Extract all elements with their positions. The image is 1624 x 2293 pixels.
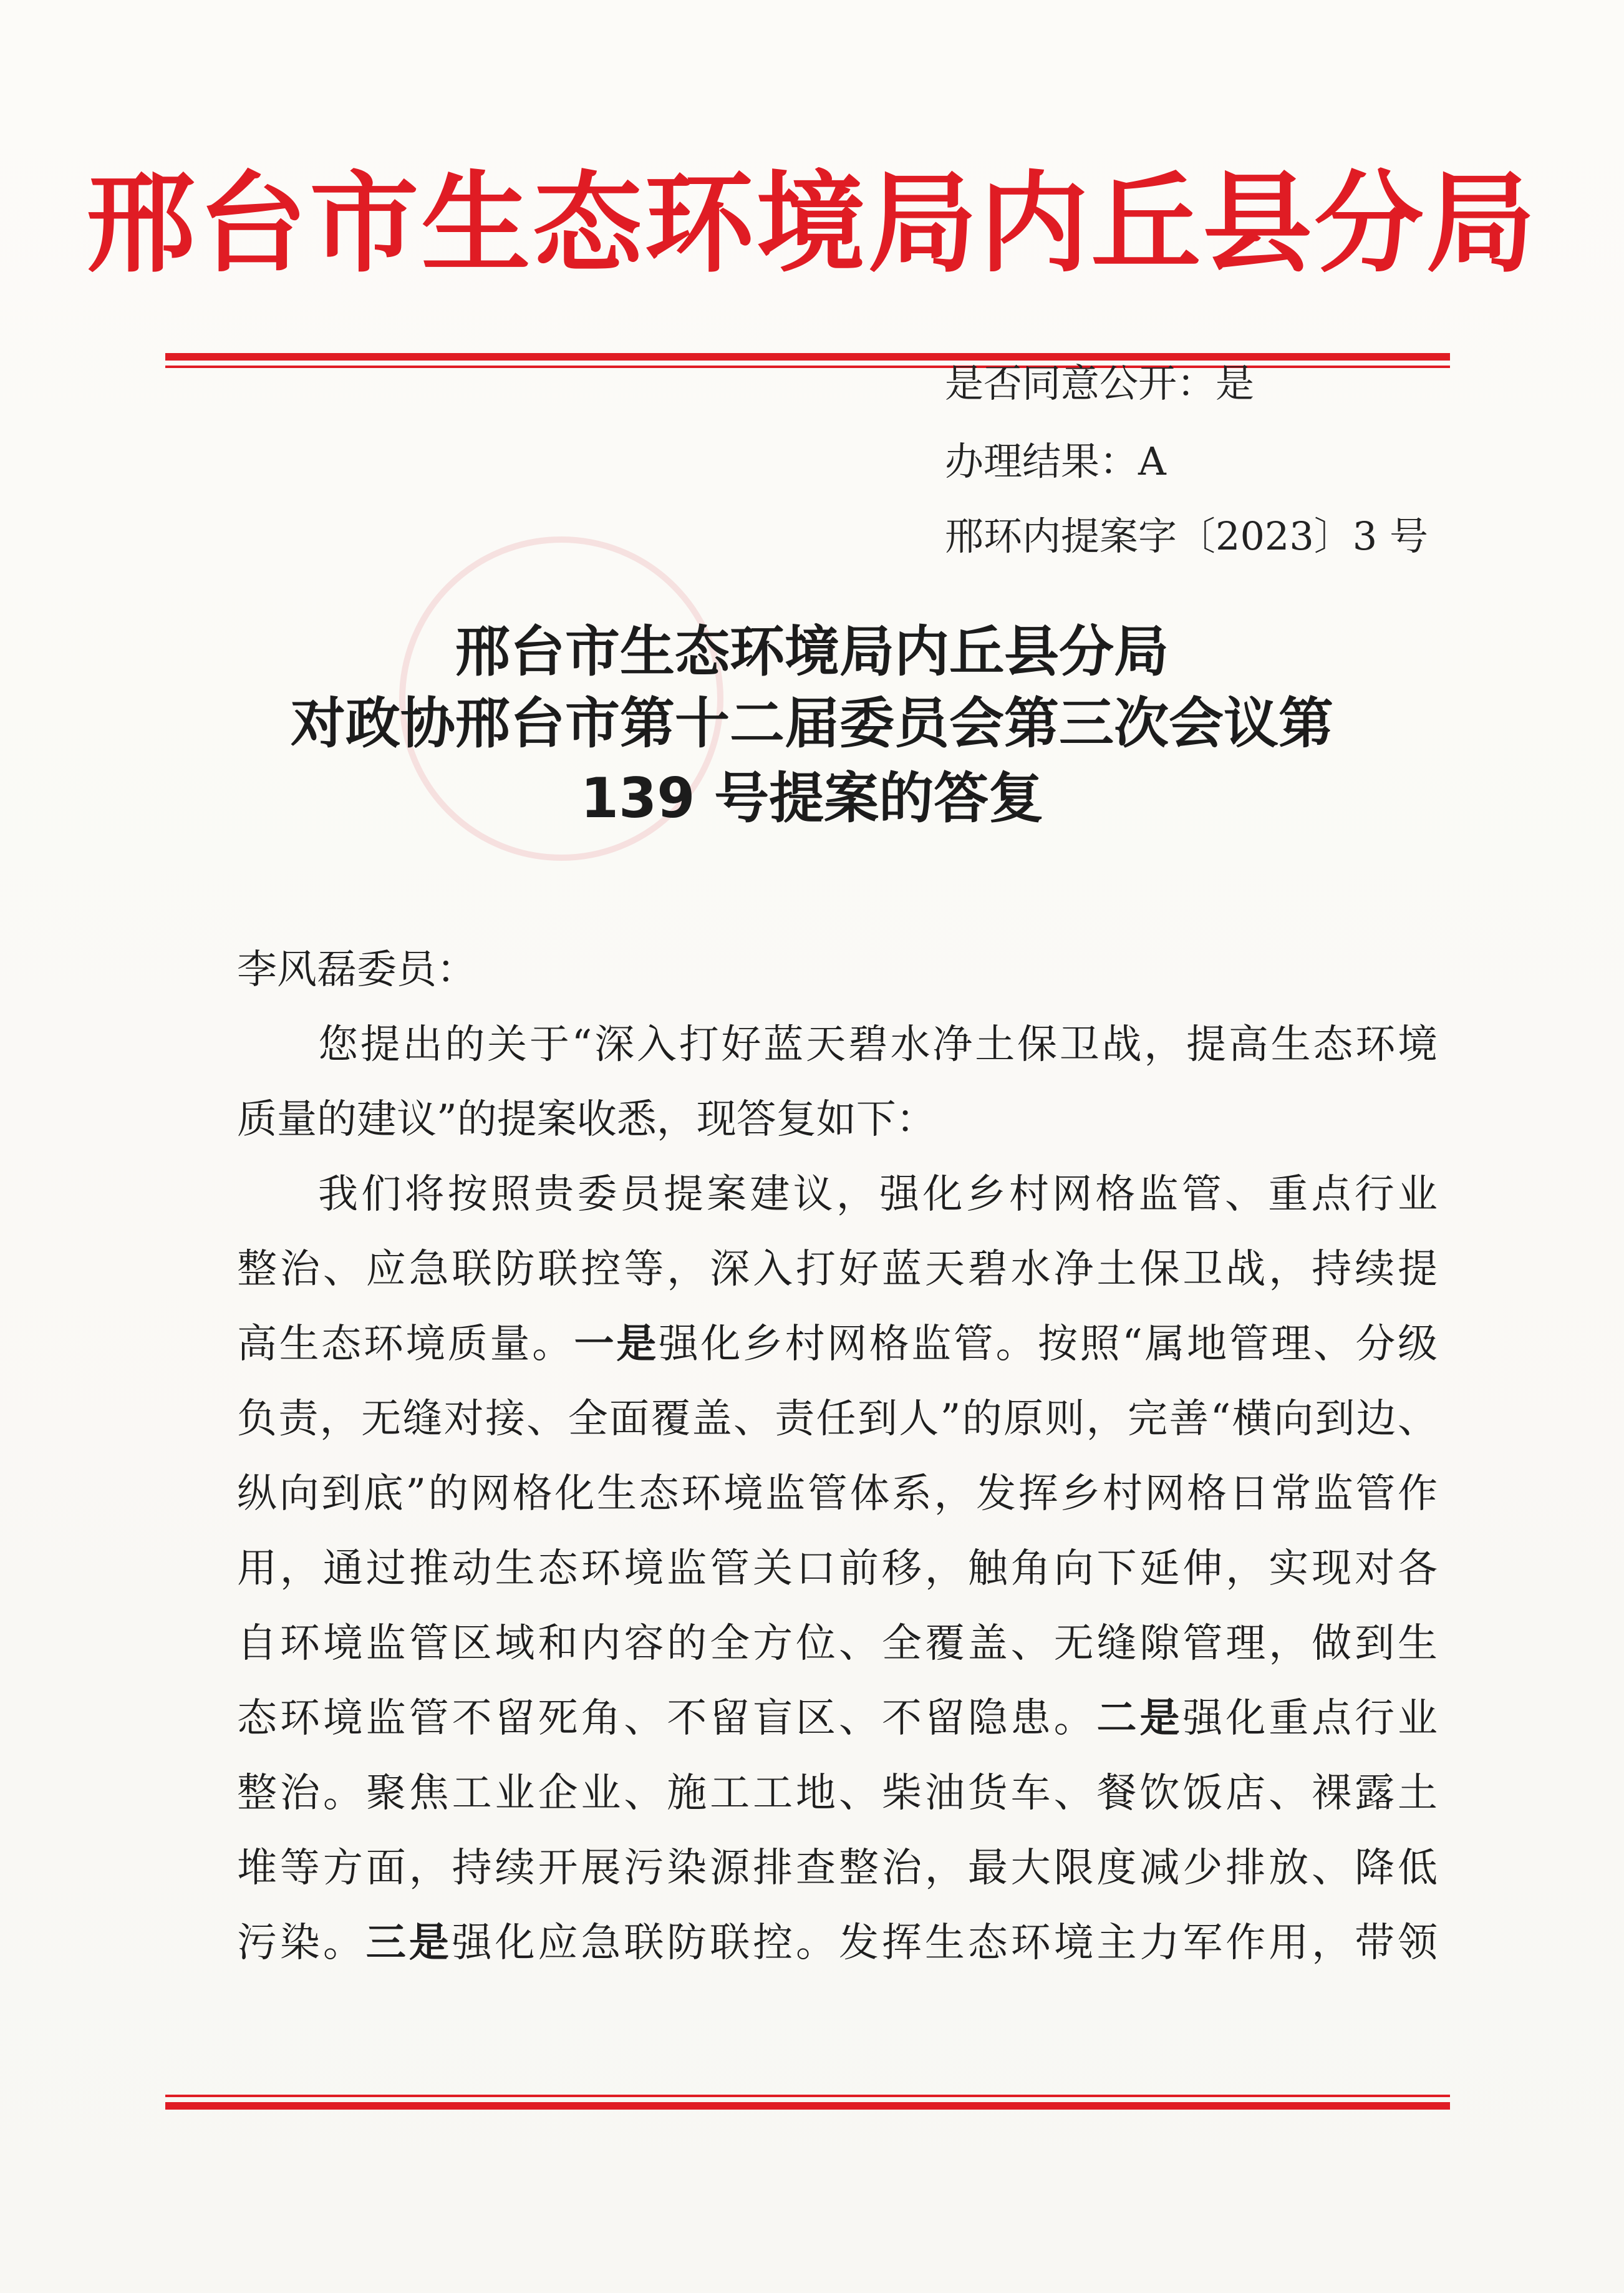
handling-result: 办理结果：A xyxy=(945,439,1166,484)
paragraph-2-line-4: 负责，无缝对接、全面覆盖、责任到人”的原则，完善“横向到边、 xyxy=(237,1396,1438,1442)
body-text-segment: 高生态环境质量。 xyxy=(237,1321,574,1367)
body-text-segment: 强化乡村网格监管。按照“属地管理、分级 xyxy=(658,1321,1438,1367)
paragraph-2-line-6: 用，通过推动生态环境监管关口前移，触角向下延伸，实现对各 xyxy=(237,1546,1438,1592)
point-marker-first: 一是 xyxy=(574,1321,659,1367)
paragraph-1-line-2: 质量的建议”的提案收悉，现答复如下： xyxy=(237,1097,936,1143)
paragraph-2-line-5: 纵向到底”的网格化生态环境监管体系，发挥乡村网格日常监管作 xyxy=(237,1471,1438,1517)
footer-rule-thin xyxy=(165,2095,1450,2097)
paragraph-1-line-1: 您提出的关于“深入打好蓝天碧水净土保卫战，提高生态环境 xyxy=(318,1022,1438,1068)
document-number: 邢环内提案字〔2023〕3 号 xyxy=(945,513,1428,559)
paragraph-2-line-2: 整治、应急联防联控等，深入打好蓝天碧水净土保卫战，持续提 xyxy=(237,1246,1438,1292)
body-text-segment: 态环境监管不留死角、不留盲区、不留隐患。 xyxy=(237,1695,1097,1742)
paragraph-2-line-11 xyxy=(237,1915,1438,1971)
paragraph-2-line-3 xyxy=(237,1316,1438,1372)
paragraph-2-line-7: 自环境监管区域和内容的全方位、全覆盖、无缝隙管理，做到生 xyxy=(237,1621,1438,1667)
salutation: 李风磊委员： xyxy=(237,947,476,993)
body-text-segment: 强化应急联防联控。发挥生态环境主力军作用，带领 xyxy=(452,1920,1438,1966)
body-text-segment: 污染。 xyxy=(237,1920,366,1966)
paragraph-2-line-1: 我们将按照贵委员提案建议，强化乡村网格监管、重点行业 xyxy=(318,1171,1438,1218)
disclosure-status: 是否同意公开：是 xyxy=(945,361,1255,406)
letterhead-title: 邢台市生态环境局内丘县分局 xyxy=(86,161,1538,288)
document-title-line-1: 邢台市生态环境局内丘县分局 xyxy=(455,619,1169,684)
letterhead-rule-thin xyxy=(165,366,1450,368)
document-title-line-3: 139 号提案的答复 xyxy=(580,766,1044,830)
body-text-segment: 强化重点行业 xyxy=(1182,1695,1438,1742)
point-marker-third: 三是 xyxy=(365,1919,452,1966)
paragraph-2-line-10: 堆等方面，持续开展污染源排查整治，最大限度减少排放、降低 xyxy=(237,1845,1438,1891)
point-marker-second: 二是 xyxy=(1096,1695,1183,1742)
footer-rule-thick xyxy=(165,2102,1450,2110)
paragraph-2-line-9: 整治。聚焦工业企业、施工工地、柴油货车、餐饮饭店、裸露土 xyxy=(237,1770,1438,1816)
document-title-line-2: 对政协邢台市第十二届委员会第三次会议第 xyxy=(290,691,1333,755)
letterhead-rule-thick xyxy=(165,353,1450,361)
paragraph-2-line-8 xyxy=(237,1690,1438,1747)
